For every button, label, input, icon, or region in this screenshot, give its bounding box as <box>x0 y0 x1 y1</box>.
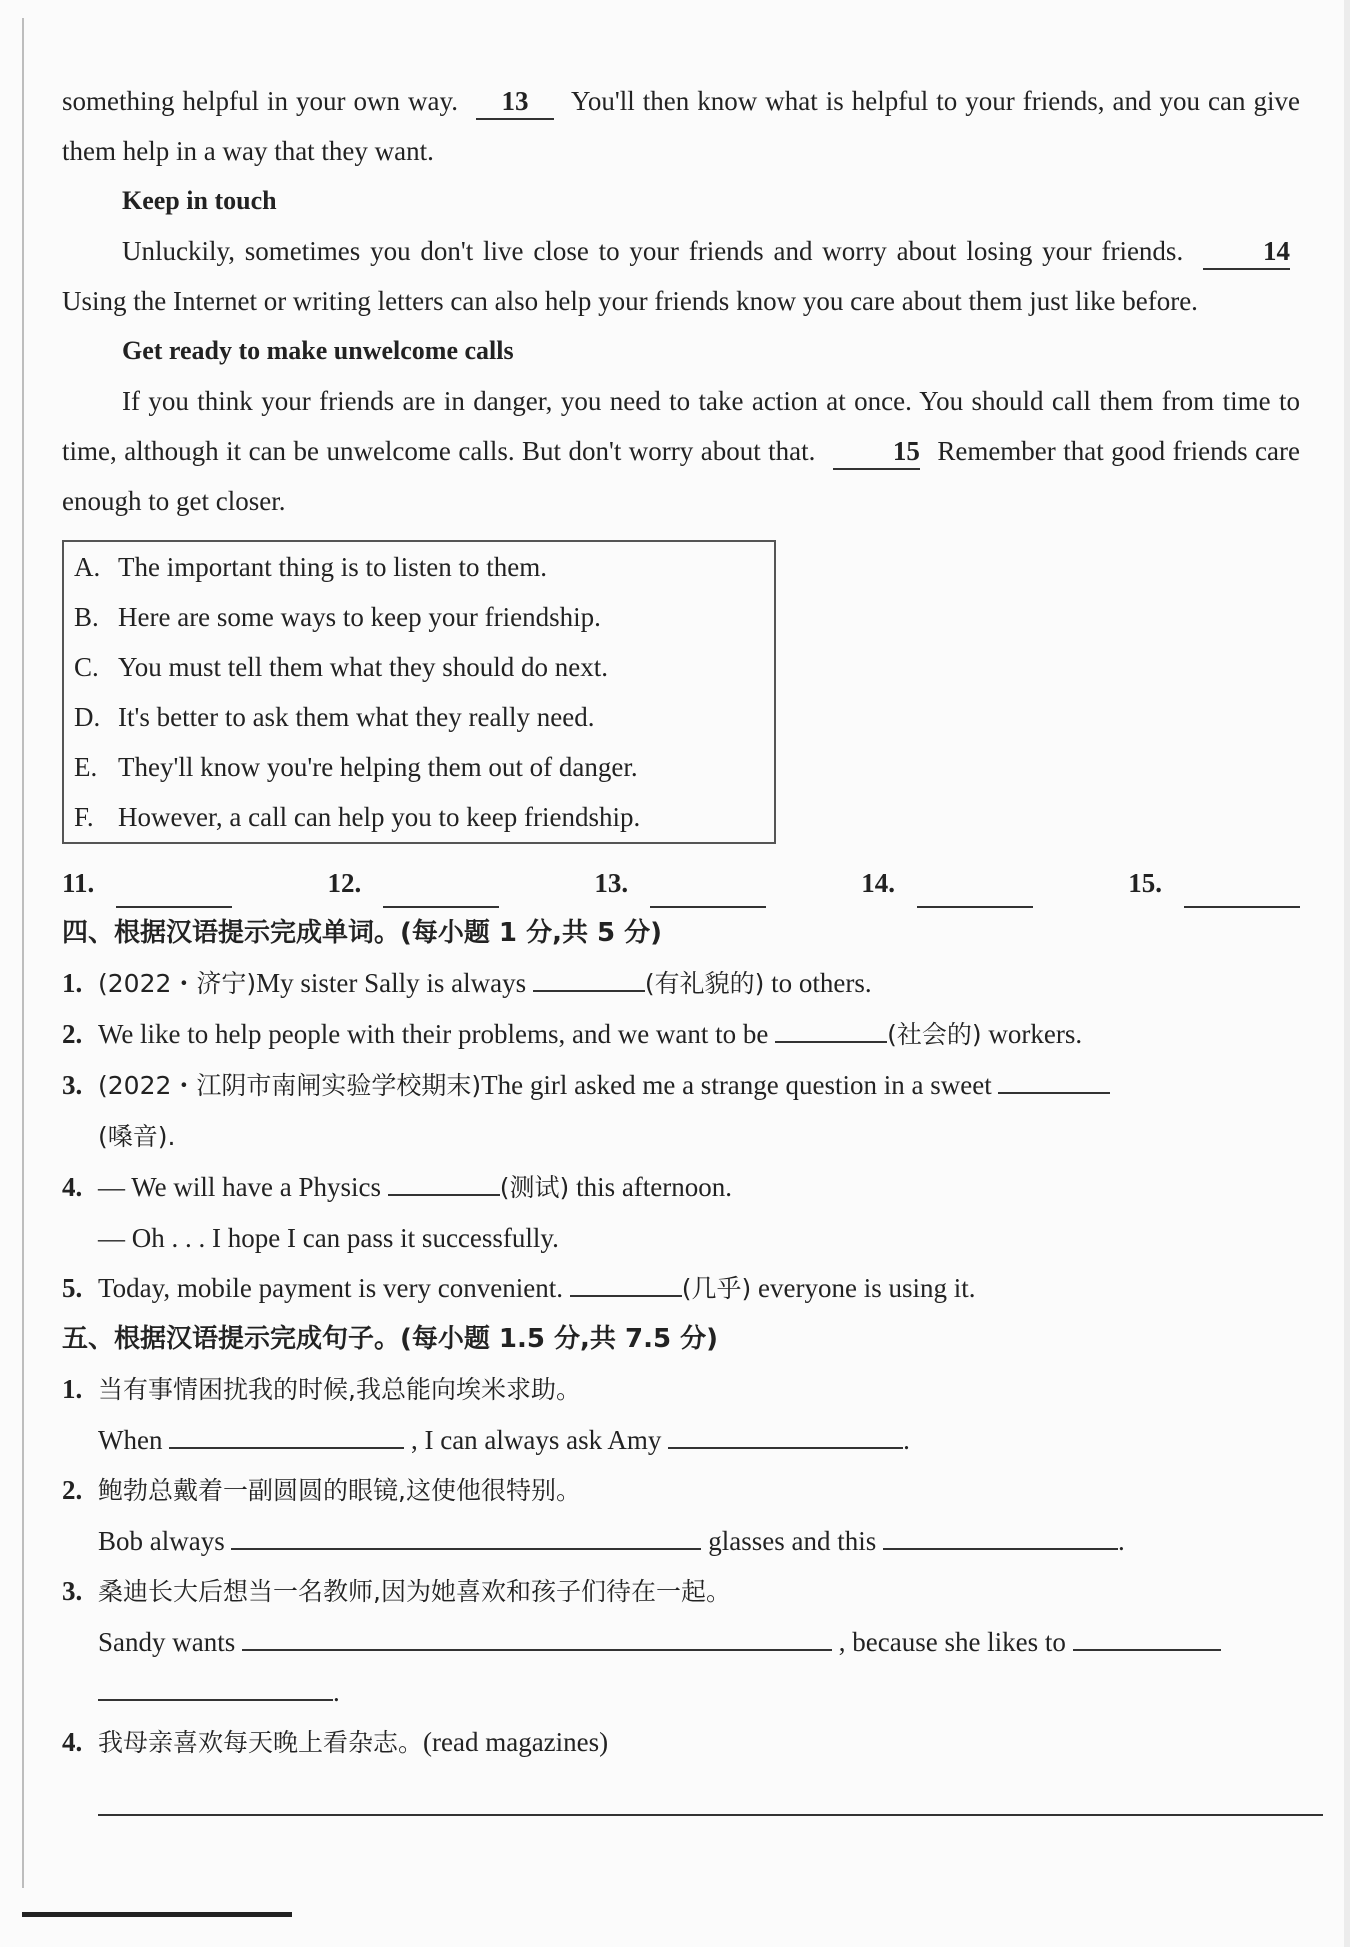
passage-paragraph-keep <box>62 226 1300 326</box>
answer-prompt: Bob always <box>98 1526 225 1556</box>
s5-q4-answer <box>62 1774 1300 1816</box>
answer-item-11 <box>62 858 232 908</box>
question-number: 3. <box>62 1576 83 1606</box>
passage-text: You'll then know what is helpful to your friends, and you can give them help in a way that they want. <box>62 86 1300 166</box>
option-e <box>74 742 764 792</box>
question-hint: (嗓音). <box>98 1122 176 1151</box>
s5-question-2 <box>62 1465 1300 1516</box>
s4-q4-blank[interactable] <box>388 1164 500 1196</box>
s5-q1-blank-2[interactable] <box>668 1417 903 1449</box>
s4-question-1 <box>62 958 1300 1009</box>
page-right-edge <box>1344 0 1350 1947</box>
question-text: everyone is using it. <box>758 1273 976 1303</box>
option-text: It's better to ask them what they really need. <box>118 702 595 732</box>
s5-q2-blank-2[interactable] <box>883 1518 1118 1550</box>
option-letter: F. <box>74 802 94 832</box>
answer-punct: . <box>903 1425 910 1455</box>
s5-q3-blank-2[interactable] <box>1073 1619 1221 1651</box>
option-letter: C. <box>74 652 99 682</box>
answer-item-15 <box>1128 858 1300 908</box>
option-text: Here are some ways to keep your friendship. <box>118 602 601 632</box>
passage-paragraph-calls <box>62 376 1300 526</box>
section-5-title: 五、根据汉语提示完成句子。(每小题 1.5 分,共 7.5 分) <box>62 1324 718 1354</box>
option-text: The important thing is to listen to them. <box>118 552 547 582</box>
answer-prompt: When <box>98 1425 163 1455</box>
question-number: 2. <box>62 1475 83 1505</box>
option-letter: D. <box>74 702 101 732</box>
s5-q1-answer <box>62 1415 1300 1465</box>
question-source: (2022・江阴市南闸实验学校期末) <box>98 1071 482 1100</box>
passage-text: Unluckily, sometimes you don't live close to your friends and worry about losing your friends. <box>122 236 1184 266</box>
option-letter: B. <box>74 602 99 632</box>
answer-blanks-row <box>62 858 1300 908</box>
option-c <box>74 642 764 692</box>
s5-q2-answer <box>62 1516 1300 1566</box>
option-letter: A. <box>74 552 101 582</box>
answer-number: 11. <box>62 868 95 898</box>
option-a <box>74 542 764 592</box>
s4-q1-blank[interactable] <box>533 960 645 992</box>
question-source: (2022・济宁) <box>98 969 257 998</box>
blank-13[interactable]: 13 <box>476 84 554 120</box>
answer-punct: . <box>1117 1526 1125 1556</box>
answer-prompt: , because she likes to <box>838 1627 1066 1657</box>
s4-question-2 <box>62 1009 1300 1060</box>
question-chinese: 当有事情困扰我的时候,我总能向埃米求助。 <box>98 1375 581 1404</box>
question-number: 4. <box>62 1172 83 1202</box>
s5-q1-blank-1[interactable] <box>169 1417 404 1449</box>
s5-question-4 <box>62 1717 1300 1768</box>
blank-15[interactable]: 15 <box>833 434 920 470</box>
answer-punct: . <box>333 1677 340 1707</box>
question-reply: — Oh . . . I hope I can pass it successfully. <box>98 1223 559 1253</box>
question-text: workers. <box>988 1019 1083 1049</box>
question-text: Today, mobile payment is very convenient. <box>98 1273 563 1303</box>
question-hint: (测试) <box>499 1173 570 1202</box>
answer-blank-13[interactable] <box>650 876 766 908</box>
option-text: You must tell them what they should do next. <box>118 652 608 682</box>
answer-prompt: Sandy wants <box>98 1627 236 1657</box>
question-chinese: 我母亲喜欢每天晚上看杂志。 <box>98 1728 424 1757</box>
s5-question-1 <box>62 1364 1300 1415</box>
passage-text: something helpful in your own way. <box>62 86 459 116</box>
question-hint: (read magazines) <box>423 1727 609 1757</box>
question-chinese: 桑迪长大后想当一名教师,因为她喜欢和孩子们待在一起。 <box>98 1577 731 1606</box>
answer-blank-12[interactable] <box>383 876 499 908</box>
s5-q3-blank-3[interactable] <box>98 1669 333 1701</box>
heading-keep-in-touch: Keep in touch <box>122 186 277 215</box>
passage-paragraph-1 <box>62 76 1300 176</box>
question-hint: (几乎) <box>681 1274 752 1303</box>
s5-q3-blank-1[interactable] <box>242 1619 832 1651</box>
s5-question-3 <box>62 1566 1300 1617</box>
s5-q4-answer-line[interactable] <box>98 1774 1323 1816</box>
passage-text: Using the Internet or writing letters can also help your friends know you care about them just like before. <box>62 286 1198 316</box>
page-edge-line <box>22 18 24 1888</box>
question-hint: (社会的) <box>887 1020 982 1049</box>
question-text: this afternoon. <box>576 1172 733 1202</box>
s4-q2-blank[interactable] <box>775 1011 887 1043</box>
s4-question-4 <box>62 1162 1300 1263</box>
section-4-title: 四、根据汉语提示完成单词。(每小题 1 分,共 5 分) <box>62 918 663 948</box>
content-area <box>62 76 1300 1816</box>
answer-number: 15. <box>1128 868 1162 898</box>
passage-text: Remember that good friends care enough to get closer. <box>62 436 1300 516</box>
question-text: We like to help people with their problems, and we want to be <box>98 1019 769 1049</box>
options-box <box>62 540 776 844</box>
answer-number: 14. <box>861 868 896 898</box>
option-b <box>74 592 764 642</box>
answer-item-14 <box>861 858 1033 908</box>
s5-q3-answer <box>62 1617 1300 1717</box>
answer-item-12 <box>327 858 499 908</box>
s4-q3-blank[interactable] <box>998 1062 1110 1094</box>
question-chinese: 鲍勃总戴着一副圆圆的眼镜,这使他很特别。 <box>98 1476 581 1505</box>
option-text: They'll know you're helping them out of danger. <box>118 752 638 782</box>
s4-q5-blank[interactable] <box>570 1265 682 1297</box>
s4-question-3 <box>62 1060 1300 1162</box>
option-f <box>74 792 764 842</box>
question-number: 2. <box>62 1019 83 1049</box>
question-number: 5. <box>62 1273 83 1303</box>
footer-rule <box>22 1912 292 1917</box>
question-text: to others. <box>771 968 872 998</box>
heading-unwelcome-calls: Get ready to make unwelcome calls <box>122 336 514 365</box>
question-number: 4. <box>62 1727 83 1757</box>
question-hint: (有礼貌的) <box>644 969 765 998</box>
answer-number: 12. <box>327 868 362 898</box>
answer-blank-15[interactable] <box>1184 876 1300 908</box>
option-letter: E. <box>74 752 98 782</box>
question-number: 1. <box>62 968 83 998</box>
option-d <box>74 692 764 742</box>
passage-text: If you think your friends are in danger, you need to take action at once. You should call them from time to time, although it can be unwelcome calls. But don't worry about that. <box>62 386 1300 466</box>
question-text: My sister Sally is always <box>256 968 527 998</box>
answer-prompt: glasses and this <box>708 1526 877 1556</box>
option-text: However, a call can help you to keep friendship. <box>118 802 641 832</box>
answer-blank-14[interactable] <box>917 876 1033 908</box>
s4-question-5 <box>62 1263 1300 1314</box>
question-text: The girl asked me a strange question in a sweet <box>481 1070 992 1100</box>
question-number: 3. <box>62 1070 83 1100</box>
answer-item-13 <box>594 858 766 908</box>
answer-number: 13. <box>594 868 629 898</box>
answer-blank-11[interactable] <box>116 876 232 908</box>
question-number: 1. <box>62 1374 83 1404</box>
question-text: — We will have a Physics <box>98 1172 382 1202</box>
s5-q2-blank-1[interactable] <box>231 1518 701 1550</box>
blank-14[interactable]: 14 <box>1203 234 1290 270</box>
answer-prompt: , I can always ask Amy <box>410 1425 662 1455</box>
